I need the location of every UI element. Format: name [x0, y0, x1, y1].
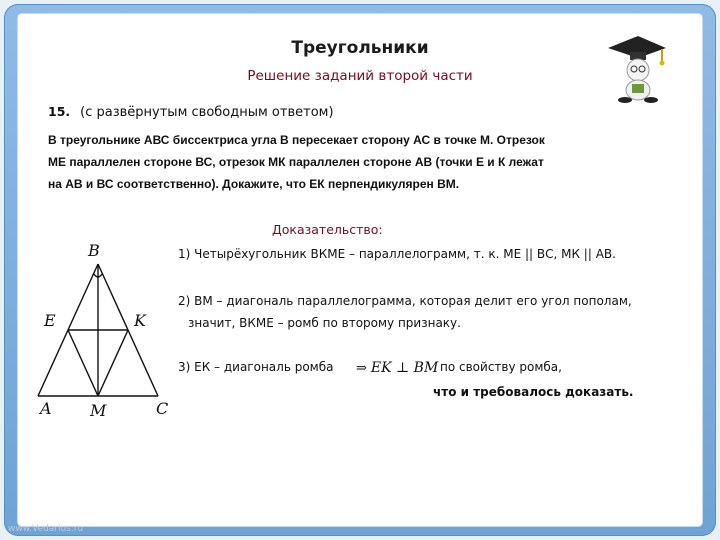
label-m: M	[90, 401, 107, 420]
label-b: B	[88, 241, 100, 260]
segment-mk	[98, 330, 128, 396]
slide-title: Треугольники	[291, 38, 429, 58]
label-c: C	[156, 399, 169, 418]
problem-line-2: МЕ параллелен стороне ВС, отрезок МК параллелен стороне АВ (точки Е и К лежат	[48, 155, 544, 169]
proof-title: Доказательство:	[272, 222, 383, 237]
label-a: A	[40, 399, 52, 418]
task-number: 15.	[48, 104, 71, 119]
proof-conclusion: что и требовалось доказать.	[433, 385, 634, 399]
watermark: www.Vedarius.ru	[8, 524, 84, 534]
task-note: (с развёрнутым свободным ответом)	[80, 105, 334, 120]
proof-step-2-line-1: 2) ВМ – диагональ параллелограмма, которая делит его угол пополам,	[178, 294, 632, 308]
problem-statement	[48, 129, 668, 195]
formula-ek-perp-bm: EK ⊥ BM	[370, 360, 439, 376]
graduate-cap-mascot-icon	[602, 32, 672, 104]
proof-step-3-right: по свойству ромба,	[440, 360, 562, 374]
label-k: K	[134, 311, 146, 330]
triangle-figure	[30, 238, 180, 423]
task-header	[48, 104, 334, 120]
label-e: E	[44, 311, 56, 330]
proof-formula	[356, 360, 438, 376]
proof-step-1: 1) Четырёхугольник ВКМЕ – параллелограмм, т. к. МЕ || ВС, МК || АВ.	[178, 247, 616, 261]
proof-step-2-line-2: значит, ВКМЕ – ромб по второму признаку.	[188, 316, 461, 330]
implies-arrow: ⇒	[356, 361, 367, 376]
segment-me	[68, 330, 98, 396]
problem-line-3: на АВ и ВС соответственно). Докажите, что ЕК перпендикулярен ВМ.	[48, 177, 460, 191]
proof-step-3-left: 3) ЕК – диагональ ромба	[178, 360, 334, 374]
problem-line-1: В треугольнике АВС биссектриса угла В пересекает сторону АС в точке М. Отрезок	[48, 133, 545, 147]
slide-subtitle: Решение заданий второй части	[247, 68, 473, 84]
